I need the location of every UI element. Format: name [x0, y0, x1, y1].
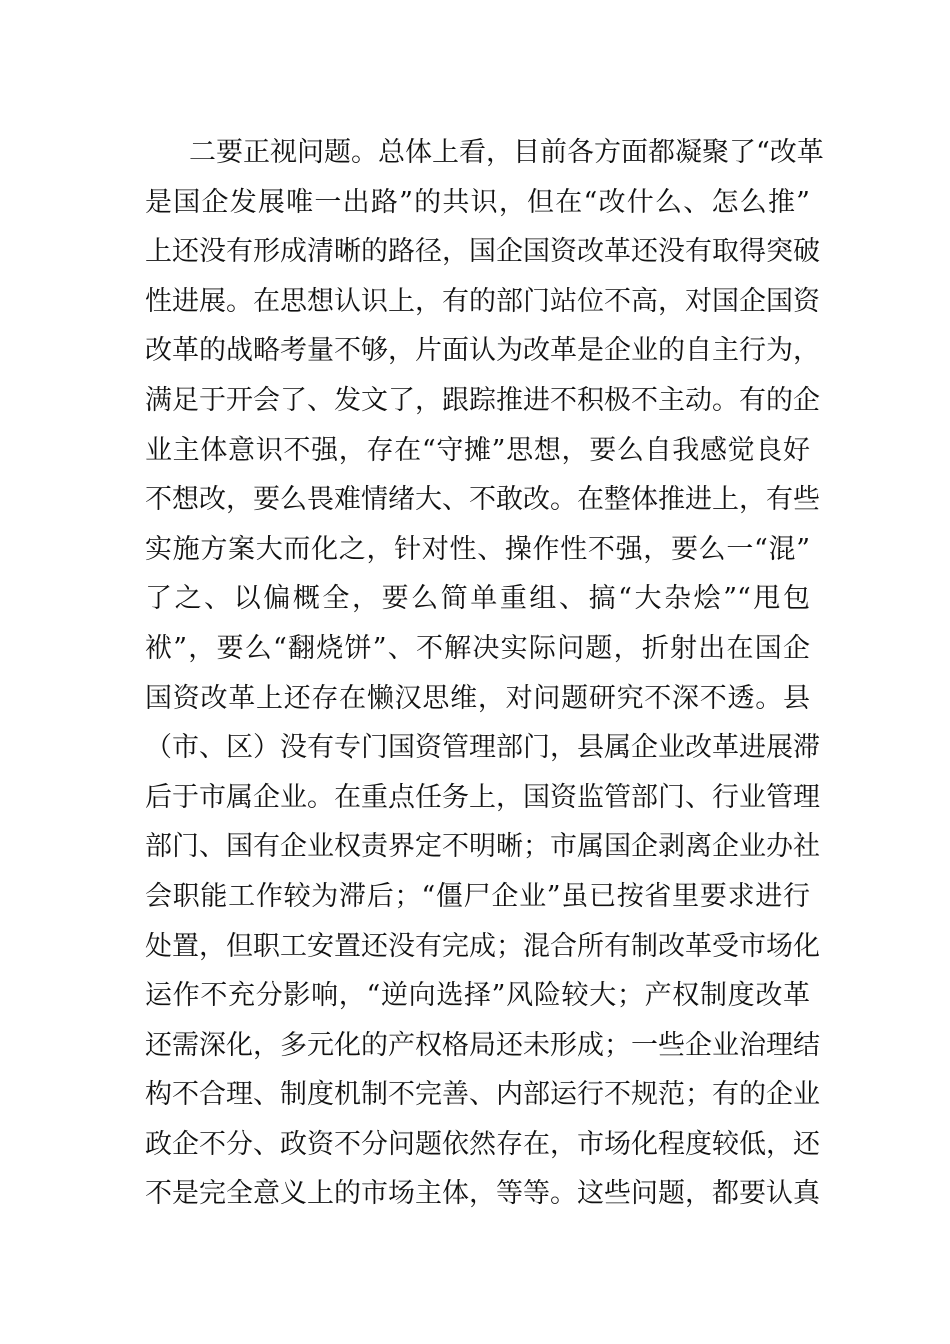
text-line: 了之、以偏概全，要么简单重组、搞“大杂烩”“甩包 — [145, 583, 810, 615]
text-line: 后于市属企业。在重点任务上，国资监管部门、行业管理 — [145, 781, 820, 813]
text-line: 袱”，要么“翻烧饼”、不解决实际问题，折射出在国企 — [145, 632, 810, 664]
text-line: （市、区）没有专门国资管理部门，县属企业改革进展滞 — [145, 732, 820, 764]
text-line: 政企不分、政资不分问题依然存在，市场化程度较低，还 — [145, 1128, 820, 1160]
text-line: 运作不充分影响，“逆向选择”风险较大；产权制度改革 — [145, 980, 810, 1012]
text-line: 上还没有形成清晰的路径，国企国资改革还没有取得突破 — [145, 236, 820, 268]
text-line: 业主体意识不强，存在“守摊”思想，要么自我感觉良好 — [145, 434, 810, 466]
text-line: 性进展。在思想认识上，有的部门站位不高，对国企国资 — [145, 285, 820, 317]
text-line: 部门、国有企业权责界定不明晰；市属国企剥离企业办社 — [145, 831, 820, 863]
paragraph-body — [145, 128, 824, 1219]
text-line: 不是完全意义上的市场主体，等等。这些问题，都要认真 — [145, 1178, 820, 1210]
text-line: 二要正视问题。总体上看，目前各方面都凝聚了“改革 — [189, 137, 824, 168]
text-line: 国资改革上还存在懒汉思维，对问题研究不深不透。县 — [145, 682, 810, 714]
text-line: 满足于开会了、发文了，跟踪推进不积极不主动。有的企 — [145, 384, 820, 416]
text-line: 构不合理、制度机制不完善、内部运行不规范；有的企业 — [145, 1079, 820, 1111]
text-line: 会职能工作较为滞后；“僵尸企业”虽已按省里要求进行 — [145, 880, 810, 912]
text-line: 改革的战略考量不够，片面认为改革是企业的自主行为， — [145, 335, 820, 367]
text-line: 不想改，要么畏难情绪大、不敢改。在整体推进上，有些 — [145, 484, 820, 516]
text-line: 处置，但职工安置还没有完成；混合所有制改革受市场化 — [145, 930, 820, 962]
text-line: 实施方案大而化之，针对性、操作性不强，要么一“混” — [145, 533, 810, 565]
text-line: 还需深化，多元化的产权格局还未形成；一些企业治理结 — [145, 1029, 820, 1061]
text-line: 是国企发展唯一出路”的共识，但在“改什么、怎么推” — [145, 186, 810, 218]
